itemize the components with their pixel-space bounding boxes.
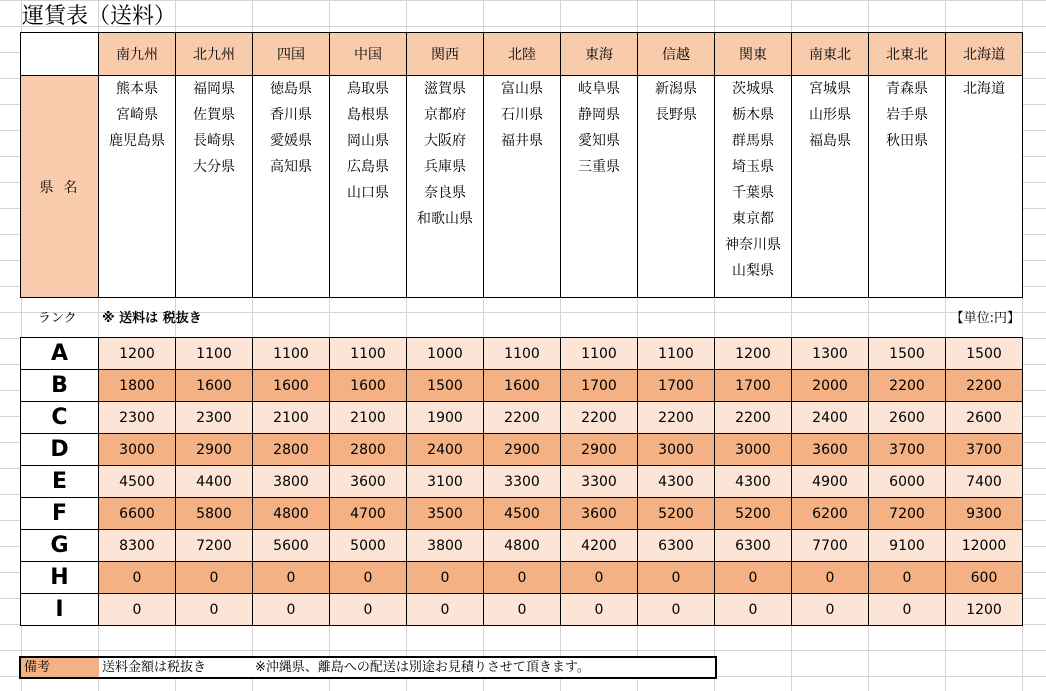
prefecture-name: 広島県 xyxy=(347,159,389,175)
rate-row xyxy=(21,498,1023,530)
prefecture-name: 埼玉県 xyxy=(732,159,774,175)
prefecture-name: 栃木県 xyxy=(732,107,774,123)
prefecture-name: 鳥取県 xyxy=(347,81,389,97)
fee-cell[interactable]: 1200 xyxy=(946,594,1023,626)
prefecture-row xyxy=(21,76,1023,298)
fee-cell[interactable]: 1100 xyxy=(484,338,561,370)
region-header-cell[interactable]: 北陸 xyxy=(484,33,561,76)
prefecture-name: 神奈川県 xyxy=(725,237,781,253)
rank-label: ランク xyxy=(38,311,77,326)
fee-cell[interactable]: 3000 xyxy=(638,434,715,466)
unit-note: 【単位:円】 xyxy=(950,311,1020,326)
remarks-bar xyxy=(19,656,717,679)
rank-cell[interactable]: C xyxy=(21,402,99,434)
fee-cell[interactable]: 1700 xyxy=(638,370,715,402)
fee-cell[interactable]: 4300 xyxy=(715,466,792,498)
prefecture-name: 徳島県 xyxy=(270,81,312,97)
fee-cell[interactable]: 1500 xyxy=(946,338,1023,370)
fee-cell[interactable]: 7700 xyxy=(792,530,869,562)
prefecture-name: 青森県 xyxy=(886,81,928,97)
prefecture-name: 香川県 xyxy=(270,107,312,123)
fee-cell[interactable]: 8300 xyxy=(99,530,176,562)
region-header-cell[interactable]: 南東北 xyxy=(792,33,869,76)
fee-cell[interactable]: 1700 xyxy=(561,370,638,402)
fee-cell[interactable]: 0 xyxy=(484,594,561,626)
fee-cell[interactable]: 1000 xyxy=(407,338,484,370)
prefecture-name: 山梨県 xyxy=(732,263,774,279)
fee-cell[interactable]: 1200 xyxy=(715,338,792,370)
prefecture-name: 三重県 xyxy=(578,159,620,175)
fee-cell[interactable]: 4200 xyxy=(561,530,638,562)
fee-cell[interactable]: 5800 xyxy=(176,498,253,530)
rate-row xyxy=(21,466,1023,498)
fee-cell[interactable]: 0 xyxy=(638,594,715,626)
fee-cell[interactable]: 2600 xyxy=(869,402,946,434)
prefecture-name: 山形県 xyxy=(809,107,851,123)
fee-cell[interactable]: 1100 xyxy=(561,338,638,370)
fee-cell[interactable]: 3600 xyxy=(330,466,407,498)
fee-cell[interactable]: 3000 xyxy=(99,434,176,466)
fee-cell[interactable]: 1100 xyxy=(176,338,253,370)
prefecture-name: 長崎県 xyxy=(193,133,235,149)
fee-cell[interactable]: 3300 xyxy=(484,466,561,498)
fee-cell[interactable]: 2000 xyxy=(792,370,869,402)
fee-cell[interactable]: 0 xyxy=(176,594,253,626)
rank-cell[interactable]: A xyxy=(21,338,99,370)
rate-row xyxy=(21,402,1023,434)
fee-cell[interactable]: 1600 xyxy=(330,370,407,402)
rate-table xyxy=(20,337,1023,626)
prefecture-label: 県名 xyxy=(39,179,88,196)
prefecture-cell[interactable] xyxy=(946,76,1023,298)
fee-cell[interactable]: 1100 xyxy=(638,338,715,370)
fee-cell[interactable]: 3800 xyxy=(253,466,330,498)
region-header-cell[interactable]: 北九州 xyxy=(176,33,253,76)
prefecture-name: 福井県 xyxy=(501,133,543,149)
region-table xyxy=(20,32,1023,298)
fee-cell[interactable]: 3500 xyxy=(407,498,484,530)
fee-cell[interactable]: 3100 xyxy=(407,466,484,498)
fee-cell[interactable]: 2400 xyxy=(792,402,869,434)
fee-cell[interactable]: 0 xyxy=(715,594,792,626)
fee-cell[interactable]: 9100 xyxy=(869,530,946,562)
rate-row xyxy=(21,530,1023,562)
prefecture-name: 北海道 xyxy=(963,81,1005,97)
fee-cell[interactable]: 5600 xyxy=(253,530,330,562)
remarks-label: 備考 xyxy=(21,658,99,677)
fee-cell[interactable]: 7200 xyxy=(869,498,946,530)
prefecture-name: 静岡県 xyxy=(578,107,620,123)
prefecture-name: 高知県 xyxy=(270,159,312,175)
fee-cell[interactable]: 2800 xyxy=(253,434,330,466)
prefecture-name: 奈良県 xyxy=(424,185,466,201)
fee-cell[interactable]: 0 xyxy=(253,594,330,626)
fee-cell[interactable]: 0 xyxy=(638,562,715,594)
fee-cell[interactable]: 2900 xyxy=(176,434,253,466)
corner-cell[interactable] xyxy=(21,33,99,76)
fee-cell[interactable]: 3300 xyxy=(561,466,638,498)
prefecture-name: 熊本県 xyxy=(116,81,158,97)
fee-cell[interactable]: 2100 xyxy=(253,402,330,434)
fee-cell[interactable]: 0 xyxy=(253,562,330,594)
fee-cell[interactable]: 1600 xyxy=(484,370,561,402)
prefecture-name: 岩手県 xyxy=(886,107,928,123)
fee-cell[interactable]: 6300 xyxy=(638,530,715,562)
prefecture-name: 東京都 xyxy=(732,211,774,227)
fee-cell[interactable]: 6600 xyxy=(99,498,176,530)
fee-cell[interactable]: 0 xyxy=(330,562,407,594)
fee-cell[interactable]: 0 xyxy=(869,562,946,594)
fee-cell[interactable]: 2200 xyxy=(561,402,638,434)
region-header-cell[interactable]: 関東 xyxy=(715,33,792,76)
fee-cell[interactable]: 6300 xyxy=(715,530,792,562)
prefecture-cell[interactable] xyxy=(792,76,869,298)
fee-cell[interactable]: 0 xyxy=(869,594,946,626)
prefecture-name: 福島県 xyxy=(809,133,851,149)
fee-cell[interactable]: 4300 xyxy=(638,466,715,498)
region-header-cell[interactable]: 四国 xyxy=(253,33,330,76)
rate-row xyxy=(21,370,1023,402)
fee-cell[interactable]: 0 xyxy=(561,562,638,594)
prefecture-cell[interactable] xyxy=(407,76,484,298)
rank-cell[interactable]: B xyxy=(21,370,99,402)
fee-cell[interactable]: 3700 xyxy=(946,434,1023,466)
prefecture-name: 福岡県 xyxy=(193,81,235,97)
fee-cell[interactable]: 600 xyxy=(946,562,1023,594)
rank-cell[interactable]: H xyxy=(21,562,99,594)
prefecture-name: 山口県 xyxy=(347,185,389,201)
fee-cell[interactable]: 2300 xyxy=(99,402,176,434)
prefecture-cell[interactable] xyxy=(176,76,253,298)
rate-row xyxy=(21,594,1023,626)
fee-cell[interactable]: 0 xyxy=(176,562,253,594)
fee-cell[interactable]: 4800 xyxy=(253,498,330,530)
prefecture-cell[interactable] xyxy=(99,76,176,298)
prefecture-name: 富山県 xyxy=(501,81,543,97)
fee-cell[interactable]: 0 xyxy=(407,562,484,594)
prefecture-name: 群馬県 xyxy=(732,133,774,149)
prefecture-name: 滋賀県 xyxy=(424,81,466,97)
remarks-tax-note: 送料金額は税抜き xyxy=(102,660,207,675)
fee-cell[interactable]: 4400 xyxy=(176,466,253,498)
rate-row xyxy=(21,338,1023,370)
prefecture-cell[interactable] xyxy=(253,76,330,298)
region-header-cell[interactable]: 中国 xyxy=(330,33,407,76)
prefecture-name: 秋田県 xyxy=(886,133,928,149)
region-header-cell[interactable]: 東海 xyxy=(561,33,638,76)
prefecture-cell[interactable] xyxy=(638,76,715,298)
fee-cell[interactable]: 1100 xyxy=(253,338,330,370)
rank-cell[interactable]: E xyxy=(21,466,99,498)
fee-cell[interactable]: 4500 xyxy=(484,498,561,530)
fee-cell[interactable]: 2200 xyxy=(484,402,561,434)
fee-cell[interactable]: 6200 xyxy=(792,498,869,530)
prefecture-cell[interactable] xyxy=(869,76,946,298)
fee-cell[interactable]: 9300 xyxy=(946,498,1023,530)
fee-cell[interactable]: 0 xyxy=(99,594,176,626)
region-header-cell[interactable]: 北東北 xyxy=(869,33,946,76)
fee-cell[interactable]: 5000 xyxy=(330,530,407,562)
prefecture-cell[interactable] xyxy=(715,76,792,298)
prefecture-name: 石川県 xyxy=(501,107,543,123)
fee-cell[interactable]: 3600 xyxy=(561,498,638,530)
fee-cell[interactable]: 4800 xyxy=(484,530,561,562)
fee-cell[interactable]: 12000 xyxy=(946,530,1023,562)
prefecture-name: 千葉県 xyxy=(732,185,774,201)
fee-cell[interactable]: 1700 xyxy=(715,370,792,402)
fee-cell[interactable]: 1500 xyxy=(407,370,484,402)
fee-cell[interactable]: 2100 xyxy=(330,402,407,434)
fee-cell[interactable]: 2200 xyxy=(715,402,792,434)
fee-cell[interactable]: 0 xyxy=(330,594,407,626)
prefecture-name: 茨城県 xyxy=(732,81,774,97)
fee-cell[interactable]: 2200 xyxy=(638,402,715,434)
fee-cell[interactable]: 1900 xyxy=(407,402,484,434)
rate-row xyxy=(21,434,1023,466)
prefecture-name: 宮城県 xyxy=(809,81,851,97)
prefecture-cell[interactable] xyxy=(484,76,561,298)
fee-cell[interactable]: 3000 xyxy=(715,434,792,466)
prefecture-name: 鹿児島県 xyxy=(109,133,165,149)
rank-cell[interactable]: I xyxy=(21,594,99,626)
fee-cell[interactable]: 2200 xyxy=(869,370,946,402)
fee-cell[interactable]: 3800 xyxy=(407,530,484,562)
fee-cell[interactable]: 0 xyxy=(484,562,561,594)
prefecture-cell[interactable] xyxy=(561,76,638,298)
fee-cell[interactable]: 2400 xyxy=(407,434,484,466)
fee-cell[interactable]: 2800 xyxy=(330,434,407,466)
prefecture-name: 愛媛県 xyxy=(270,133,312,149)
fee-cell[interactable]: 5200 xyxy=(638,498,715,530)
fee-cell[interactable]: 0 xyxy=(715,562,792,594)
fee-cell[interactable]: 2600 xyxy=(946,402,1023,434)
fee-cell[interactable]: 5200 xyxy=(715,498,792,530)
prefecture-name: 愛知県 xyxy=(578,133,620,149)
prefecture-name: 宮崎県 xyxy=(116,107,158,123)
fee-cell[interactable]: 3700 xyxy=(869,434,946,466)
prefecture-name: 佐賀県 xyxy=(193,107,235,123)
fee-cell[interactable]: 2900 xyxy=(484,434,561,466)
fee-cell[interactable]: 7200 xyxy=(176,530,253,562)
fee-cell[interactable]: 0 xyxy=(792,594,869,626)
fee-cell[interactable]: 1800 xyxy=(99,370,176,402)
fee-cell[interactable]: 1200 xyxy=(99,338,176,370)
fee-cell[interactable]: 2200 xyxy=(946,370,1023,402)
prefecture-name: 岡山県 xyxy=(347,133,389,149)
prefecture-name: 岐阜県 xyxy=(578,81,620,97)
prefecture-name: 大阪府 xyxy=(424,133,466,149)
fee-cell[interactable]: 0 xyxy=(792,562,869,594)
fee-cell[interactable]: 1600 xyxy=(253,370,330,402)
rate-row xyxy=(21,562,1023,594)
region-header-cell[interactable]: 南九州 xyxy=(99,33,176,76)
fee-cell[interactable]: 1600 xyxy=(176,370,253,402)
prefecture-name: 長野県 xyxy=(655,107,697,123)
fee-cell[interactable]: 0 xyxy=(99,562,176,594)
fee-cell[interactable]: 1500 xyxy=(869,338,946,370)
tax-note: ※ 送料は 税抜き xyxy=(102,311,202,326)
fee-cell[interactable]: 1300 xyxy=(792,338,869,370)
rank-cell[interactable]: G xyxy=(21,530,99,562)
fee-cell[interactable]: 0 xyxy=(407,594,484,626)
rank-cell[interactable]: D xyxy=(21,434,99,466)
fee-cell[interactable]: 7400 xyxy=(946,466,1023,498)
fee-cell[interactable]: 3600 xyxy=(792,434,869,466)
prefecture-name: 島根県 xyxy=(347,107,389,123)
region-header-cell[interactable]: 北海道 xyxy=(946,33,1023,76)
rank-cell[interactable]: F xyxy=(21,498,99,530)
fee-cell[interactable]: 1100 xyxy=(330,338,407,370)
region-header-cell[interactable]: 関西 xyxy=(407,33,484,76)
prefecture-name: 新潟県 xyxy=(655,81,697,97)
fee-cell[interactable]: 0 xyxy=(561,594,638,626)
region-header-row xyxy=(21,33,1023,76)
prefecture-name: 兵庫県 xyxy=(424,159,466,175)
prefecture-name: 京都府 xyxy=(424,107,466,123)
prefecture-name: 和歌山県 xyxy=(417,211,473,227)
region-header-cell[interactable]: 信越 xyxy=(638,33,715,76)
fee-cell[interactable]: 4900 xyxy=(792,466,869,498)
prefecture-cell[interactable] xyxy=(330,76,407,298)
fee-cell[interactable]: 4700 xyxy=(330,498,407,530)
remarks-okinawa-note: ※沖縄県、離島への配送は別途お見積りさせて頂きます。 xyxy=(255,660,590,675)
sheet-title: 運賃表（送料） xyxy=(22,4,177,29)
fee-cell[interactable]: 2300 xyxy=(176,402,253,434)
fee-cell[interactable]: 2900 xyxy=(561,434,638,466)
prefecture-name: 大分県 xyxy=(193,159,235,175)
prefecture-label-cell[interactable] xyxy=(21,76,99,298)
fee-cell[interactable]: 4500 xyxy=(99,466,176,498)
fee-cell[interactable]: 6000 xyxy=(869,466,946,498)
